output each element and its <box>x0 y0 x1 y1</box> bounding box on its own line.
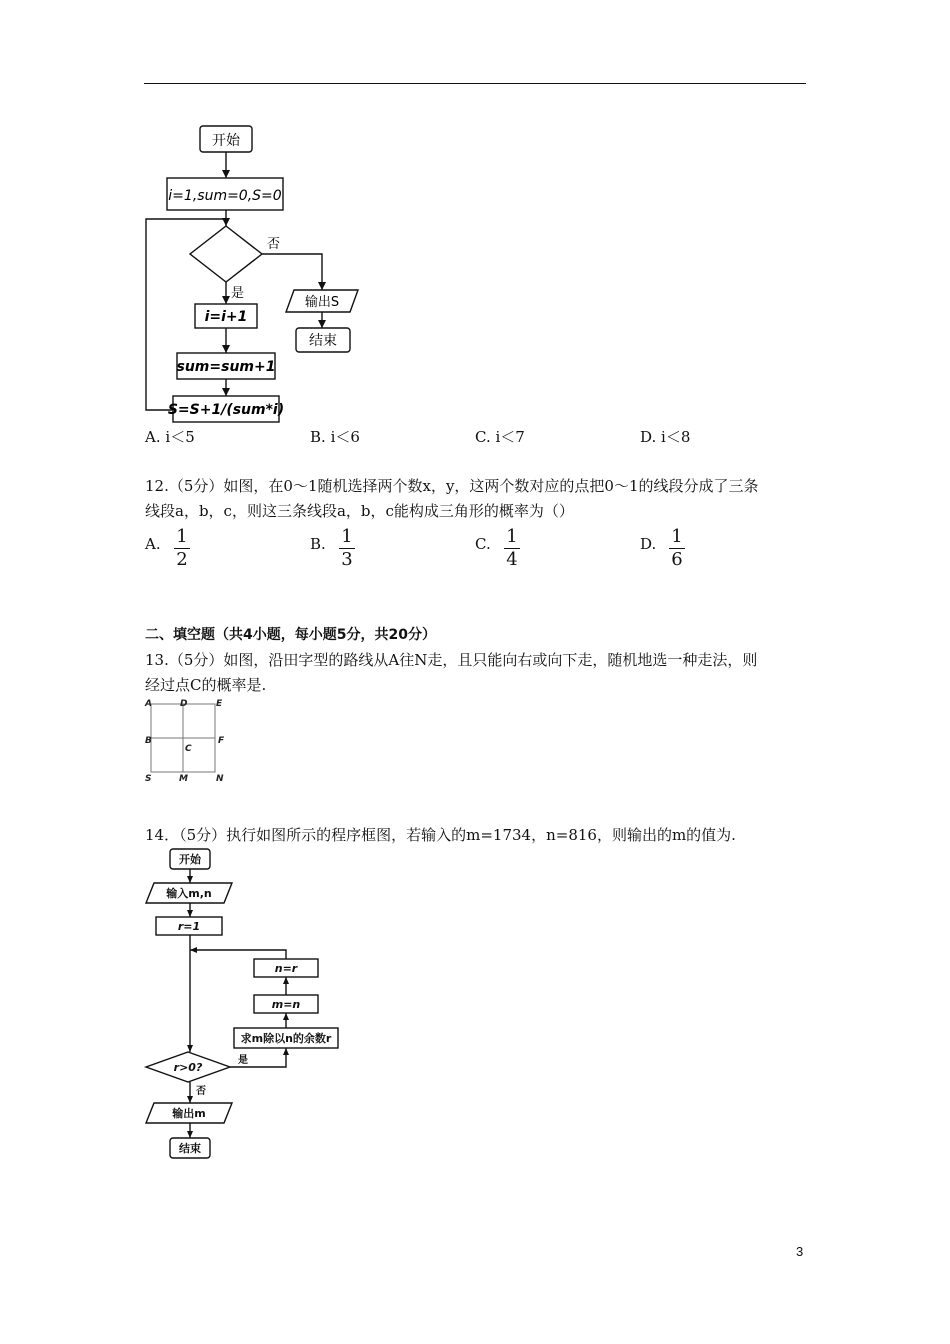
q12-b-den: 3 <box>341 549 353 570</box>
q12-option-d-letter[interactable]: D. <box>640 535 657 553</box>
flowchart-2 <box>140 845 350 1165</box>
fc1-step3-label: S=S+1/(sum*i) <box>167 402 285 418</box>
q11-option-d[interactable] <box>640 426 690 447</box>
fc1-end-label: 结束 <box>309 333 337 349</box>
q11-c-letter: C. <box>475 428 491 446</box>
header-rule <box>144 83 806 84</box>
q11-a-letter: A. <box>145 428 161 446</box>
fc2-massign-label: m=n <box>271 998 301 1011</box>
fc1-start-label: 开始 <box>212 133 240 149</box>
fc2-no-label: 否 <box>196 1086 206 1097</box>
q11-b-letter: B. <box>310 428 326 446</box>
grid-label-e: E <box>216 699 223 709</box>
fc2-cond-label: r>0? <box>173 1061 203 1074</box>
q12-option-d-fraction <box>669 528 685 569</box>
q12-c-den: 4 <box>506 549 518 570</box>
q11-d-letter: D. <box>640 428 657 446</box>
flowchart-1 <box>140 120 380 425</box>
q12-text-line2: 线段a，b，c，则这三条线段a，b，c能构成三角形的概率为（） <box>145 502 574 520</box>
q13-text-line1: 13.（5分）如图，沿田字型的路线从A往N走，且只能向右或向下走，随机地选一种走法，则 <box>145 651 758 669</box>
q12-option-b-fraction <box>339 528 355 569</box>
fc2-start-label: 开始 <box>179 853 201 866</box>
q11-b-text: i＜6 <box>330 428 360 446</box>
grid-label-n: N <box>216 774 224 784</box>
q12-text-line1: 12.（5分）如图，在0～1随机选择两个数x，y，这两个数对应的点把0～1的线段分成了三条 <box>145 477 759 495</box>
grid-label-b: B <box>145 736 152 746</box>
fc2-yes-label: 是 <box>238 1055 248 1066</box>
fc2-end-label: 结束 <box>179 1142 201 1155</box>
q11-d-text: i＜8 <box>661 428 691 446</box>
q12-d-den: 6 <box>671 549 683 570</box>
q12-a-den: 2 <box>176 549 188 570</box>
q11-a-text: i＜5 <box>165 428 195 446</box>
q11-option-a[interactable] <box>145 426 195 447</box>
q12-option-b-letter[interactable]: B. <box>310 535 326 553</box>
q12-option-a-fraction <box>174 528 190 569</box>
fc2-init-label: r=1 <box>177 920 201 933</box>
fc1-decision <box>190 226 262 282</box>
q11-c-text: i＜7 <box>495 428 525 446</box>
grid-label-m: M <box>179 774 188 784</box>
fc1-step2-label: sum=sum+1 <box>176 359 276 375</box>
fc2-nassign-label: n=r <box>274 962 298 975</box>
grid-label-s: S <box>145 774 152 784</box>
grid-label-d: D <box>180 699 188 709</box>
fc2-input-label: 输入m,n <box>166 887 212 900</box>
q13-grid-figure <box>140 695 240 785</box>
fc1-step1-label: i=i+1 <box>204 309 248 325</box>
q12-a-num: 1 <box>176 526 188 547</box>
q12-option-c-letter[interactable]: C. <box>475 535 491 553</box>
q12-option-c-fraction <box>504 528 520 569</box>
fc2-remainder-label: 求m除以n的余数r <box>240 1032 332 1045</box>
q12-c-num: 1 <box>506 526 518 547</box>
q11-option-b[interactable] <box>310 426 360 447</box>
section-2-heading: 二、填空题（共4小题，每小题5分，共20分） <box>145 627 436 643</box>
q11-option-c[interactable] <box>475 426 525 447</box>
page-number: 3 <box>796 1244 804 1259</box>
fc1-output-label: 输出S <box>304 295 340 310</box>
fc1-init-label: i=1,sum=0,S=0 <box>168 188 282 204</box>
q14-text-line1: 14．（5分）执行如图所示的程序框图，若输入的m=1734，n=816，则输出的m的值为. <box>145 826 736 844</box>
q12-d-num: 1 <box>671 526 683 547</box>
q12-b-num: 1 <box>341 526 353 547</box>
grid-label-c: C <box>185 744 192 754</box>
fc1-yes-label: 是 <box>231 286 245 301</box>
fc1-no-label: 否 <box>267 237 281 252</box>
q13-text-line2: 经过点C的概率是. <box>145 676 267 694</box>
q12-option-a-letter[interactable]: A. <box>145 535 161 553</box>
fc2-output-label: 输出m <box>172 1107 206 1120</box>
grid-label-f: F <box>218 736 225 746</box>
grid-label-a: A <box>145 699 152 709</box>
